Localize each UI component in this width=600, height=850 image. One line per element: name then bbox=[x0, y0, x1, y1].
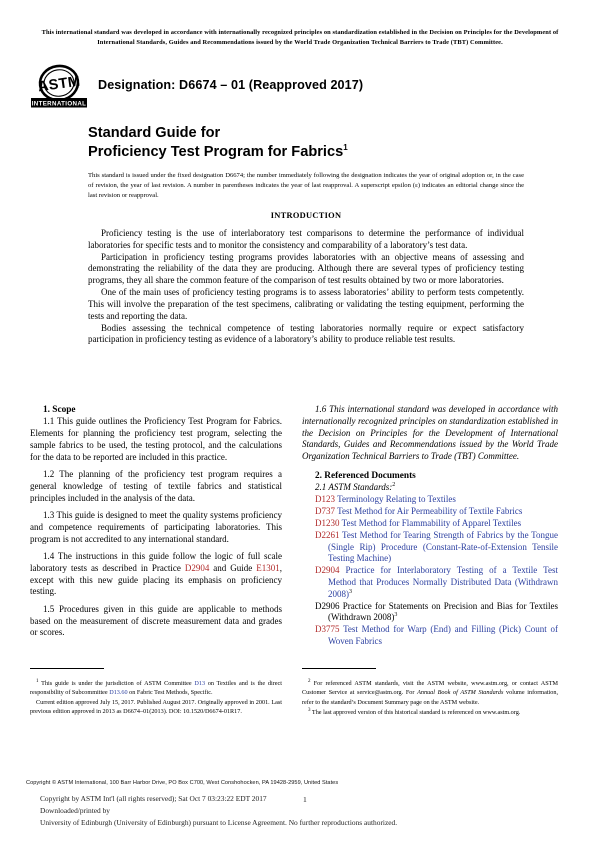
standard-footnote-marker: 3 bbox=[394, 612, 398, 619]
fixed-designation-note: This standard is issued under the fixed designation D6674; the number immediately following the designation indicates the year of original adoption or, in the case of revision, the year of last revision. A number in parentheses indicates the year of last reapproval. A superscript epsilon (ε) indicates an editorial change since the last revision or reapproval. bbox=[88, 172, 524, 200]
designation-row bbox=[30, 62, 570, 110]
stamp-line-3: University of Edinburgh (University of Edinburgh) pursuant to License Agreement. No further reproductions authorized. bbox=[40, 817, 398, 827]
standard-title[interactable]: Test Method for Air Permeability of Textile Fabrics bbox=[337, 506, 523, 517]
standard-id[interactable]: D2904 bbox=[315, 565, 340, 576]
footnote-3-text: The last approved version of this historical standard is referenced on www.astm.org. bbox=[310, 709, 521, 717]
standard-title[interactable]: Test Method for Warp (End) and Filling (Pick) Count of Woven Fabrics bbox=[328, 624, 558, 647]
astm-standards-label: 2.1 ASTM Standards: bbox=[315, 482, 393, 493]
page-number: 1 bbox=[303, 795, 307, 804]
standard-title: Practice for Statements on Precision and Bias for Textiles (Withdrawn 2008) bbox=[328, 600, 559, 623]
standard-id[interactable]: D3775 bbox=[315, 624, 340, 635]
standard-footnote-marker: 3 bbox=[349, 588, 352, 595]
footnote-2-part-a: For referenced ASTM standards, visit the ASTM website, www.astm.org, or contact ASTM Customer Service at service@astm.org. For bbox=[302, 680, 558, 697]
footnote-1-marker: 1 bbox=[36, 679, 39, 684]
standard-title[interactable]: Practice for Interlaboratory Testing of a Textile Test Method that Produces Normally Distributed Data (Withdrawn 2008) bbox=[328, 565, 558, 599]
footnote-divider-right bbox=[302, 668, 376, 669]
column-right bbox=[302, 404, 558, 648]
footnote-2-part-b: volume information, refer to the standard’s Document Summary page on the ASTM website. bbox=[302, 689, 559, 706]
section-heading-scope: 1. Scope bbox=[43, 405, 76, 415]
list-item[interactable] bbox=[302, 565, 558, 600]
list-item[interactable] bbox=[302, 518, 558, 530]
footnote-1-part-a: This guide is under the jurisdiction of ASTM Committee bbox=[38, 680, 195, 688]
list-item[interactable] bbox=[302, 530, 558, 565]
intro-paragraph: Participation in proficiency testing programs provides laboratories with an objective means of assessing and demonstrating the reliability of the data they are producing. Although there are several types of proficiency testing programs, they all share the common feature of the comparison of test results obtained by two or more laboratories. bbox=[88, 251, 524, 286]
footnote-divider-left bbox=[30, 668, 104, 669]
title-line-2 bbox=[88, 143, 524, 162]
title-line-2-text: Proficiency Test Program for Fabrics bbox=[88, 144, 344, 161]
standard-id[interactable]: D123 bbox=[315, 494, 335, 505]
section-heading-referenced-documents: 2. Referenced Documents bbox=[315, 471, 416, 482]
download-stamp bbox=[40, 793, 560, 829]
p1-4-part-b: and Guide bbox=[209, 562, 257, 573]
footnotes-left bbox=[30, 678, 282, 716]
footnote-1-part-c: on Fabric Test Methods, Specific. bbox=[127, 689, 213, 697]
list-item[interactable] bbox=[302, 506, 558, 518]
standard-title[interactable]: Test Method for Tearing Strength of Fabrics by the Tongue (Single Rip) Procedure (Constant-Rate-of-Extension Tensile Testing Machine) bbox=[328, 529, 558, 564]
introduction-body bbox=[88, 228, 524, 346]
column-left bbox=[30, 404, 282, 639]
footnote-2 bbox=[302, 678, 558, 707]
link-d13[interactable]: D13 bbox=[194, 680, 206, 688]
paragraph-1-2: 1.2 The planning of the proficiency test program requires a general knowledge of testing of textile fabrics and statistical principles included in the analysis of the data. bbox=[30, 469, 282, 503]
standard-title[interactable]: Terminology Relating to Textiles bbox=[337, 494, 456, 505]
intro-paragraph: Proficiency testing is the use of interlaboratory test comparisons to determine the performance of individual laboratories for specific tests and to monitor the consistency and comparability of a laboratory’s test data. bbox=[88, 228, 524, 250]
list-item bbox=[302, 601, 558, 625]
intro-paragraph: Bodies assessing the technical competence of testing laboratories normally require or expect satisfactory participation in proficiency testing as evidence of a laboratory’s ability to produce reliable test results. bbox=[88, 322, 524, 345]
paragraph-1-6: 1.6 This international standard was developed in accordance with internationally recognized principles on standardization established in the Decision on Principles for the Development of International Standards, Guides and Recommendations issued by the World Trade Organization Technical Barriers to Trade (TBT) Committee. bbox=[302, 404, 558, 462]
paragraph-1-1: 1.1 This guide outlines the Proficiency Test Program for Fabrics. Elements for planning the proficiency test program, selecting the sample fabrics to be used, the testing protocol, and the calculations for the data to be reported are included in this practice. bbox=[30, 416, 282, 462]
svg-text:INTERNATIONAL: INTERNATIONAL bbox=[31, 100, 87, 108]
footnote-3-marker: 3 bbox=[308, 707, 311, 713]
referenced-standards-list bbox=[302, 494, 558, 648]
list-item[interactable] bbox=[302, 494, 558, 506]
standard-id[interactable]: D1230 bbox=[315, 517, 340, 528]
standard-id: D2906 bbox=[315, 600, 340, 611]
paragraph-1-5: 1.5 Procedures given in this guide are applicable to methods based on the measurement of discrete measurement data and grades or scores. bbox=[30, 603, 282, 638]
footnote-edition-info: Current edition approved July 15, 2017. Published August 2017. Originally approved in 2001. Last previous edition approved in 2013 as D6674–01(2013). DOI: 10.1520/D6674-01R17. bbox=[30, 698, 282, 715]
intro-paragraph: One of the main uses of proficiency testing programs is to assess laboratories’ ability to perform tests competently. This will involve the preparation of the test specimens, calibrating or validating the testing equipment, performing the tests and reporting the data. bbox=[88, 287, 524, 321]
footnote-1 bbox=[30, 678, 282, 698]
p1-4-part-a: 1.4 The instructions in this guide follow the logic of full scale laboratory tests as described in Practice bbox=[30, 551, 282, 573]
subsection-heading-astm-standards bbox=[302, 482, 558, 494]
astm-standards-footnote-marker: 2 bbox=[392, 482, 396, 489]
p1-4-part-c: , except with this new guide placing its emphasis on proficiency testing. bbox=[30, 562, 282, 597]
page-title bbox=[88, 124, 524, 163]
standard-id[interactable]: D2261 bbox=[315, 529, 340, 540]
link-e1301[interactable]: E1301 bbox=[256, 562, 280, 573]
copyright-line: Copyright © ASTM International, 100 Barr Harbor Drive, PO Box C700, West Conshohocken, PA 19428-2959, United States bbox=[26, 780, 339, 786]
link-d13-60[interactable]: D13.60 bbox=[109, 689, 128, 697]
footnote-2-italic-title: Annual Book of ASTM Standards bbox=[417, 689, 504, 697]
astm-logo-icon bbox=[30, 63, 88, 109]
footnotes-right bbox=[302, 678, 558, 717]
footnote-2-marker: 2 bbox=[308, 679, 311, 684]
paragraph-1-4 bbox=[30, 551, 282, 598]
svg-text:ASTM: ASTM bbox=[36, 73, 82, 96]
list-item[interactable] bbox=[302, 624, 558, 648]
designation-text: Designation: D6674 – 01 (Reapproved 2017) bbox=[98, 78, 364, 92]
stamp-line-2: Downloaded/printed by bbox=[40, 805, 110, 815]
paragraph-1-3: 1.3 This guide is designed to meet the quality systems proficiency and competence requirements of participating laboratories. This program is not accredited to any international standard. bbox=[30, 510, 282, 544]
title-footnote-marker: 1 bbox=[343, 143, 348, 153]
standard-title[interactable]: Test Method for Flammability of Apparel Textiles bbox=[341, 517, 522, 528]
tbt-notice: This international standard was developed in accordance with internationally recognized principles on standardization established in the Decision on Principles for the Development of International Standards, Guides and Recommendations issued by the World Trade Organization Technical Barriers to Trade (TBT) Committee. bbox=[41, 29, 559, 46]
title-line-1: Standard Guide for bbox=[88, 125, 221, 141]
introduction-heading: INTRODUCTION bbox=[270, 211, 342, 220]
footnote-3 bbox=[302, 707, 558, 717]
footnote-1-part-b: on Textiles and is the direct responsibility of Subcommittee bbox=[30, 680, 283, 697]
link-d2904[interactable]: D2904 bbox=[184, 562, 210, 573]
standard-id[interactable]: D737 bbox=[315, 506, 335, 517]
stamp-line-1: Copyright by ASTM Int'l (all rights reserved); Sat Oct 7 03:23:22 EDT 2017 bbox=[40, 794, 267, 803]
